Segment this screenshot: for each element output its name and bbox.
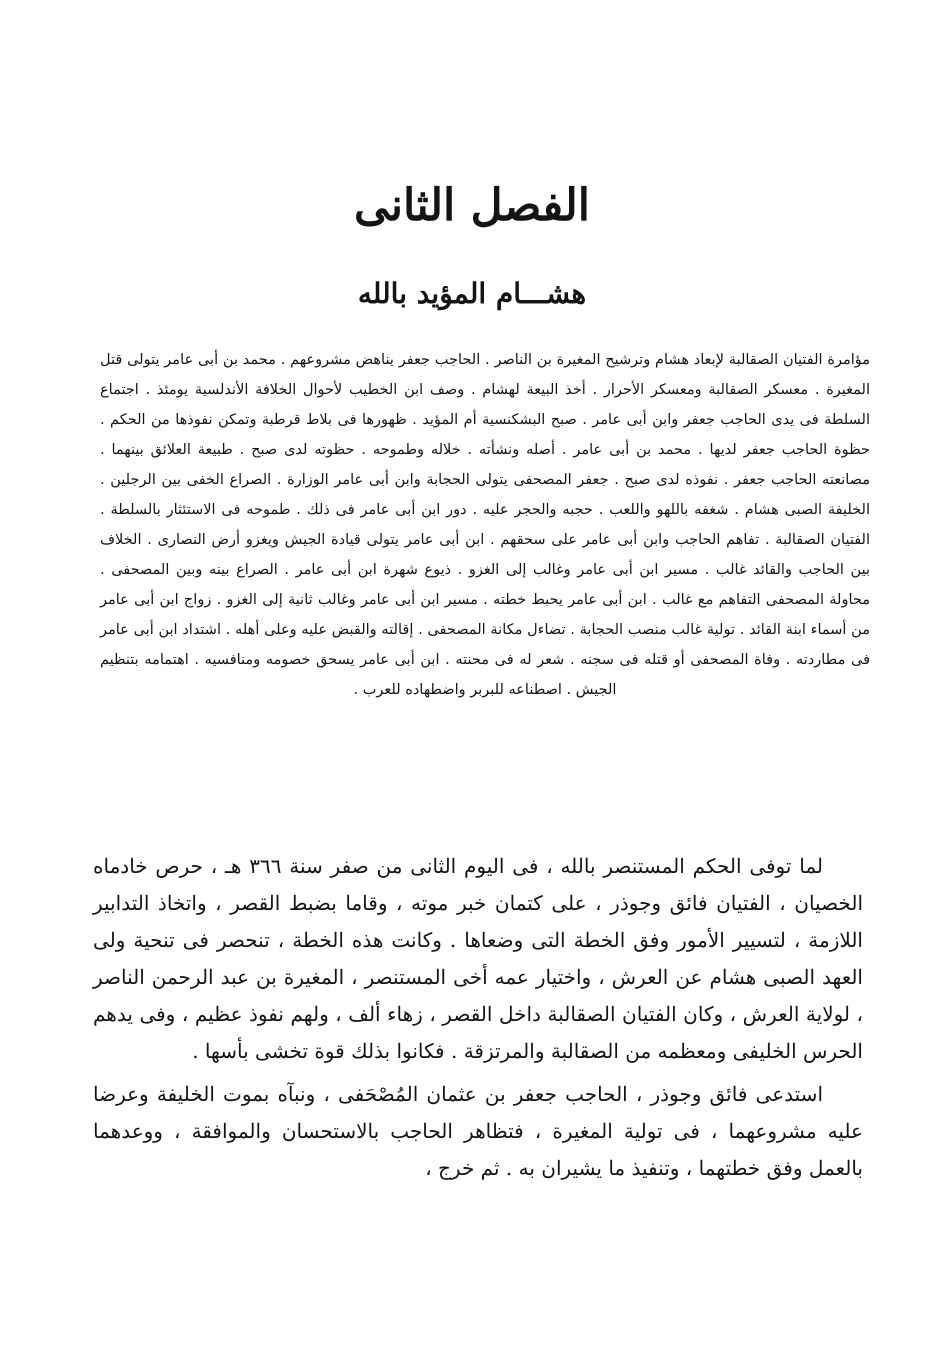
chapter-title: الفصل الثانى bbox=[354, 180, 590, 231]
body-paragraph: لما توفى الحكم المستنصر بالله ، فى اليوم الثانى من صفر سنة ٣٦٦ هـ ، حرص خادماه الخصيان ، الفتيان فائق وجوذر ، على كتمان خبر موته ، وقاما بضبط القصر ، واتخاذ التدابير اللازمة ، لتسيير الأمور وفق الخطة التى وضعاها . وكانت هذه الخطة ، تنحصر فى تنحية ولى العهد الصبى هشام عن العرش ، واختيار عمه أخى المستنصر ، المغيرة بن عبد الرحمن الناصر ، لولاية العرش ، وكان الفتيان الصقالبة داخل القصر ، زهاء ألف ، ولهم نفوذ عظيم ، وفى يدهم الحرس الخليفى ومعظمه من الصقالبة والمرتزقة . فكانوا بذلك قوة تخشى بأسها . bbox=[93, 854, 863, 1063]
chapter-subtitle: هشـــام المؤيد بالله bbox=[357, 277, 587, 310]
chapter-summary: مؤامرة الفتيان الصقالبة لإبعاد هشام وترشيح المغيرة بن الناصر . الحاجب جعفر يناهض مشروعهم . محمد بن أبى عامر يتولى قتل المغيرة . معسكر الصقالبة ومعسكر الأحرار . أخذ البيعة لهشام . وصف ابن الخطيب لأحوال الخلافة الأندلسية يومئذ . اجتماع السلطة فى يدى الحاجب جعفر وابن أبى عامر . صبح البشكنسية أم المؤيد . ظهورها فى بلاط قرطبة وتمكن نفوذها من الحكم . حظوة الحاجب جعفر لديها . محمد بن أبى عامر . أصله ونشأته . خلاله وطموحه . حظوته لدى صبح . طبيعة العلائق بينهما . مصانعته الحاجب جعفر . نفوذه لدى صبح . جعفر المصحفى يتولى الحجابة وابن أبى عامر الوزارة . الصراع الخفى بين الرجلين . الخليفة الصبى هشام . شغفه باللهو واللعب . حجبه والحجر عليه . دور ابن أبى عامر فى ذلك . طموحه فى الاستئثار بالسلطة . الفتيان الصقالبة . تفاهم الحاجب وابن أبى عامر على سحقهم . ابن أبى عامر يتولى قيادة الجيش ويغزو أرض النصارى . الخلاف بين الحاجب والقائد غالب . مسير ابن أبى عامر وغالب إلى الغزو . ذيوع شهرة ابن أبى عامر . الصراع بينه وبين المصحفى . محاولة المصحفى التفاهم مع غالب . ابن أبى عامر يحبط خطته . مسير ابن أبى عامر وغالب ثانية إلى الغزو . زواج ابن أبى عامر من أسماء ابنة القائد . تولية غالب منصب الحجابة . تضاءل مكانة المصحفى . إقالته والقبض عليه وعلى أهله . اشتداد ابن أبى عامر فى مطاردته . وفاة المصحفى أو قتله فى سجنه . شعر له فى محنته . ابن أبى عامر يسحق خصومه ومنافسيه . اهتمامه بتنظيم الجيش . اصطناعه للبربر واضطهاده للعرب . bbox=[100, 352, 871, 698]
body-text bbox=[93, 848, 863, 1187]
body-paragraph: استدعى فائق وجوذر ، الحاجب جعفر بن عثمان المُصْحَفى ، ونبآه بموت الخليفة وعرضا عليه مشروعهما ، فى تولية المغيرة ، فتظاهر الحاجب بالاستحسان والموافقة ، ووعدهما بالعمل وفق خطتهما ، وتنفيذ ما يشيران به . ثم خرج ، bbox=[93, 1082, 863, 1180]
